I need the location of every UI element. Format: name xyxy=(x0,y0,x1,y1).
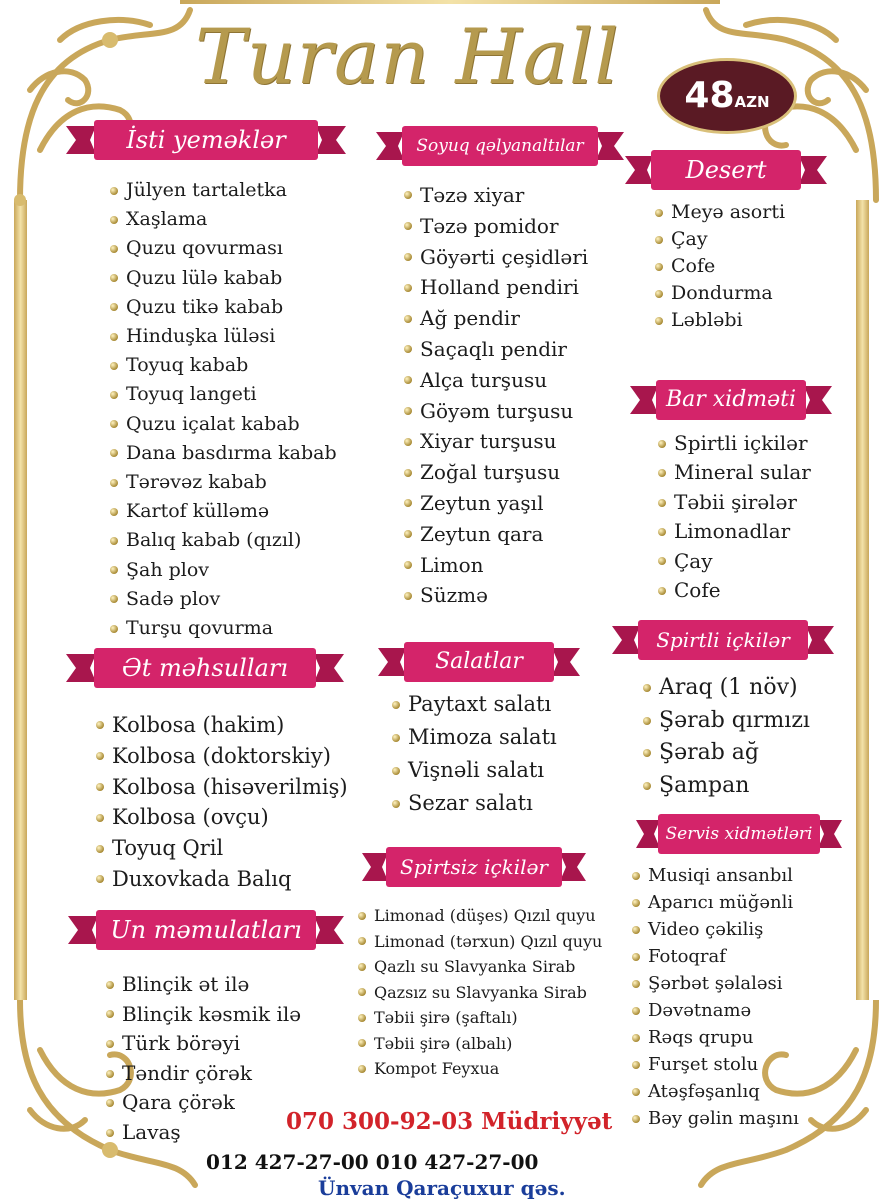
list-item: Kompot Feyxua xyxy=(358,1056,602,1082)
list-item: Dondurma xyxy=(655,280,785,307)
phone-main: 070 300-92-03 Müdriyyət xyxy=(286,1108,613,1135)
list-item: Cofe xyxy=(658,576,811,605)
list-et xyxy=(96,710,348,895)
list-item: Duxovkada Balıq xyxy=(96,864,348,895)
list-item: Vişnəli salatı xyxy=(392,754,557,787)
section-banner-salatlar xyxy=(378,640,580,684)
list-item: Mineral sular xyxy=(658,458,811,487)
section-heading-soyuq: Soyuq qəlyanaltılar xyxy=(416,136,584,156)
list-item: Şampan xyxy=(643,770,810,803)
frame-top-bar xyxy=(180,0,720,4)
list-item: Limonadlar xyxy=(658,517,811,546)
list-item: Quzu tikə kabab xyxy=(110,293,337,322)
list-item: Qazlı su Slavyanka Sirab xyxy=(358,954,602,980)
list-item: Mimoza salatı xyxy=(392,721,557,754)
list-item: Holland pendiri xyxy=(404,272,588,303)
list-item: Rəqs qrupu xyxy=(632,1024,799,1051)
list-item: Çay xyxy=(658,547,811,576)
list-un xyxy=(106,970,301,1148)
phones-extra: 012 427-27-00 010 427-27-00 xyxy=(206,1150,539,1174)
list-item: Kolbosa (hakim) xyxy=(96,710,348,741)
list-item: Atəşfəşanlıq xyxy=(632,1078,799,1105)
list-item: Təbii şirələr xyxy=(658,488,811,517)
list-item: Xaşlama xyxy=(110,205,337,234)
section-banner-soyuq xyxy=(376,124,624,168)
section-banner-spirtli xyxy=(612,618,834,662)
price-amount: 48 xyxy=(684,75,735,116)
list-item: Quzu içalat kabab xyxy=(110,410,337,439)
list-bar xyxy=(658,429,811,605)
list-item: Təbii şirə (albalı) xyxy=(358,1031,602,1057)
frame-left-bar xyxy=(14,200,27,1000)
list-item: Zoğal turşusu xyxy=(404,457,588,488)
list-item: Kartof külləmə xyxy=(110,497,337,526)
list-item: Lavaş xyxy=(106,1118,301,1148)
list-item: Blinçik ət ilə xyxy=(106,970,301,1000)
section-heading-un: Un məmulatları xyxy=(110,916,302,944)
list-item: Şərab ağ xyxy=(643,737,810,770)
list-item: Musiqi ansanbıl xyxy=(632,862,799,889)
list-item: Dəvətnamə xyxy=(632,997,799,1024)
list-item: Təbii şirə (şaftalı) xyxy=(358,1005,602,1031)
list-item: Təzə pomidor xyxy=(404,211,588,242)
list-item: Zeytun yaşıl xyxy=(404,488,588,519)
list-item: Ləbləbi xyxy=(655,307,785,334)
list-item: Göyərti çeşidləri xyxy=(404,242,588,273)
section-heading-salatlar: Salatlar xyxy=(435,649,523,674)
list-item: Video çəkiliş xyxy=(632,916,799,943)
section-heading-et: Ət məhsulları xyxy=(122,654,288,682)
list-item: Spirtli içkilər xyxy=(658,429,811,458)
list-item: Qazsız su Slavyanka Sirab xyxy=(358,980,602,1006)
price-badge xyxy=(657,58,797,134)
list-item: Təndir çörək xyxy=(106,1059,301,1089)
page-title: Turan Hall xyxy=(195,12,620,101)
list-item: Ağ pendir xyxy=(404,303,588,334)
list-item: Türk börəyi xyxy=(106,1029,301,1059)
list-item: Jülyen tartaletka xyxy=(110,176,337,205)
list-item: Şərab qırmızı xyxy=(643,705,810,738)
list-item: Kolbosa (doktorskiy) xyxy=(96,741,348,772)
list-item: Tərəvəz kabab xyxy=(110,468,337,497)
list-spirtsiz xyxy=(358,903,602,1082)
list-item: Dana basdırma kabab xyxy=(110,439,337,468)
section-heading-desert: Desert xyxy=(685,156,767,184)
list-item: Zeytun qara xyxy=(404,519,588,550)
list-item: Quzu lülə kabab xyxy=(110,264,337,293)
list-item: Sezar salatı xyxy=(392,787,557,820)
list-item: Cofe xyxy=(655,253,785,280)
list-spirtli xyxy=(643,672,810,802)
list-item: Qara çörək xyxy=(106,1088,301,1118)
list-isti xyxy=(110,176,337,643)
list-item: Toyuq Qril xyxy=(96,833,348,864)
list-item: Fotoqraf xyxy=(632,943,799,970)
list-item: Furşet stolu xyxy=(632,1051,799,1078)
list-item: Təzə xiyar xyxy=(404,180,588,211)
address: Ünvan Qaraçuxur qəs. xyxy=(318,1176,566,1200)
section-heading-spirtli: Spirtli içkilər xyxy=(656,628,790,652)
section-banner-desert xyxy=(625,148,827,192)
section-banner-isti xyxy=(66,118,346,162)
list-item: Turşu qovurma xyxy=(110,614,337,643)
list-item: Saçaqlı pendir xyxy=(404,334,588,365)
list-item: Blinçik kəsmik ilə xyxy=(106,1000,301,1030)
list-item: Aparıcı müğənli xyxy=(632,889,799,916)
frame-right-bar xyxy=(856,200,869,1000)
list-item: Sadə plov xyxy=(110,585,337,614)
section-banner-un xyxy=(68,908,344,952)
list-item: Şərbət şəlaləsi xyxy=(632,970,799,997)
section-banner-servis xyxy=(636,812,842,856)
list-item: Limonad (düşes) Qızıl quyu xyxy=(358,903,602,929)
list-item: Paytaxt salatı xyxy=(392,688,557,721)
section-heading-spirtsiz: Spirtsiz içkilər xyxy=(400,855,548,879)
list-desert xyxy=(655,199,785,334)
section-heading-servis: Servis xidmətləri xyxy=(665,824,813,844)
list-item: Alça turşusu xyxy=(404,365,588,396)
list-item: Göyəm turşusu xyxy=(404,396,588,427)
list-item: Xiyar turşusu xyxy=(404,426,588,457)
list-soyuq xyxy=(404,180,588,611)
list-item: Kolbosa (ovçu) xyxy=(96,802,348,833)
list-item: Limonad (tərxun) Qızıl quyu xyxy=(358,929,602,955)
list-item: Süzmə xyxy=(404,580,588,611)
list-item: Çay xyxy=(655,226,785,253)
list-item: Limon xyxy=(404,550,588,581)
price-currency: AZN xyxy=(734,93,770,111)
section-heading-bar: Bar xidməti xyxy=(665,387,797,412)
list-servis xyxy=(632,862,799,1132)
list-item: Bəy gəlin maşını xyxy=(632,1105,799,1132)
list-item: Quzu qovurması xyxy=(110,234,337,263)
section-heading-isti: İsti yeməklər xyxy=(126,126,286,154)
list-item: Kolbosa (hisəverilmiş) xyxy=(96,772,348,803)
list-salatlar xyxy=(392,688,557,820)
list-item: Toyuq kabab xyxy=(110,351,337,380)
section-banner-bar xyxy=(630,378,832,422)
list-item: Balıq kabab (qızıl) xyxy=(110,526,337,555)
list-item: Hinduşka lüləsi xyxy=(110,322,337,351)
list-item: Araq (1 növ) xyxy=(643,672,810,705)
section-banner-spirtsiz xyxy=(362,845,586,889)
list-item: Şah plov xyxy=(110,556,337,585)
list-item: Toyuq langeti xyxy=(110,380,337,409)
list-item: Meyə asorti xyxy=(655,199,785,226)
section-banner-et xyxy=(66,646,344,690)
